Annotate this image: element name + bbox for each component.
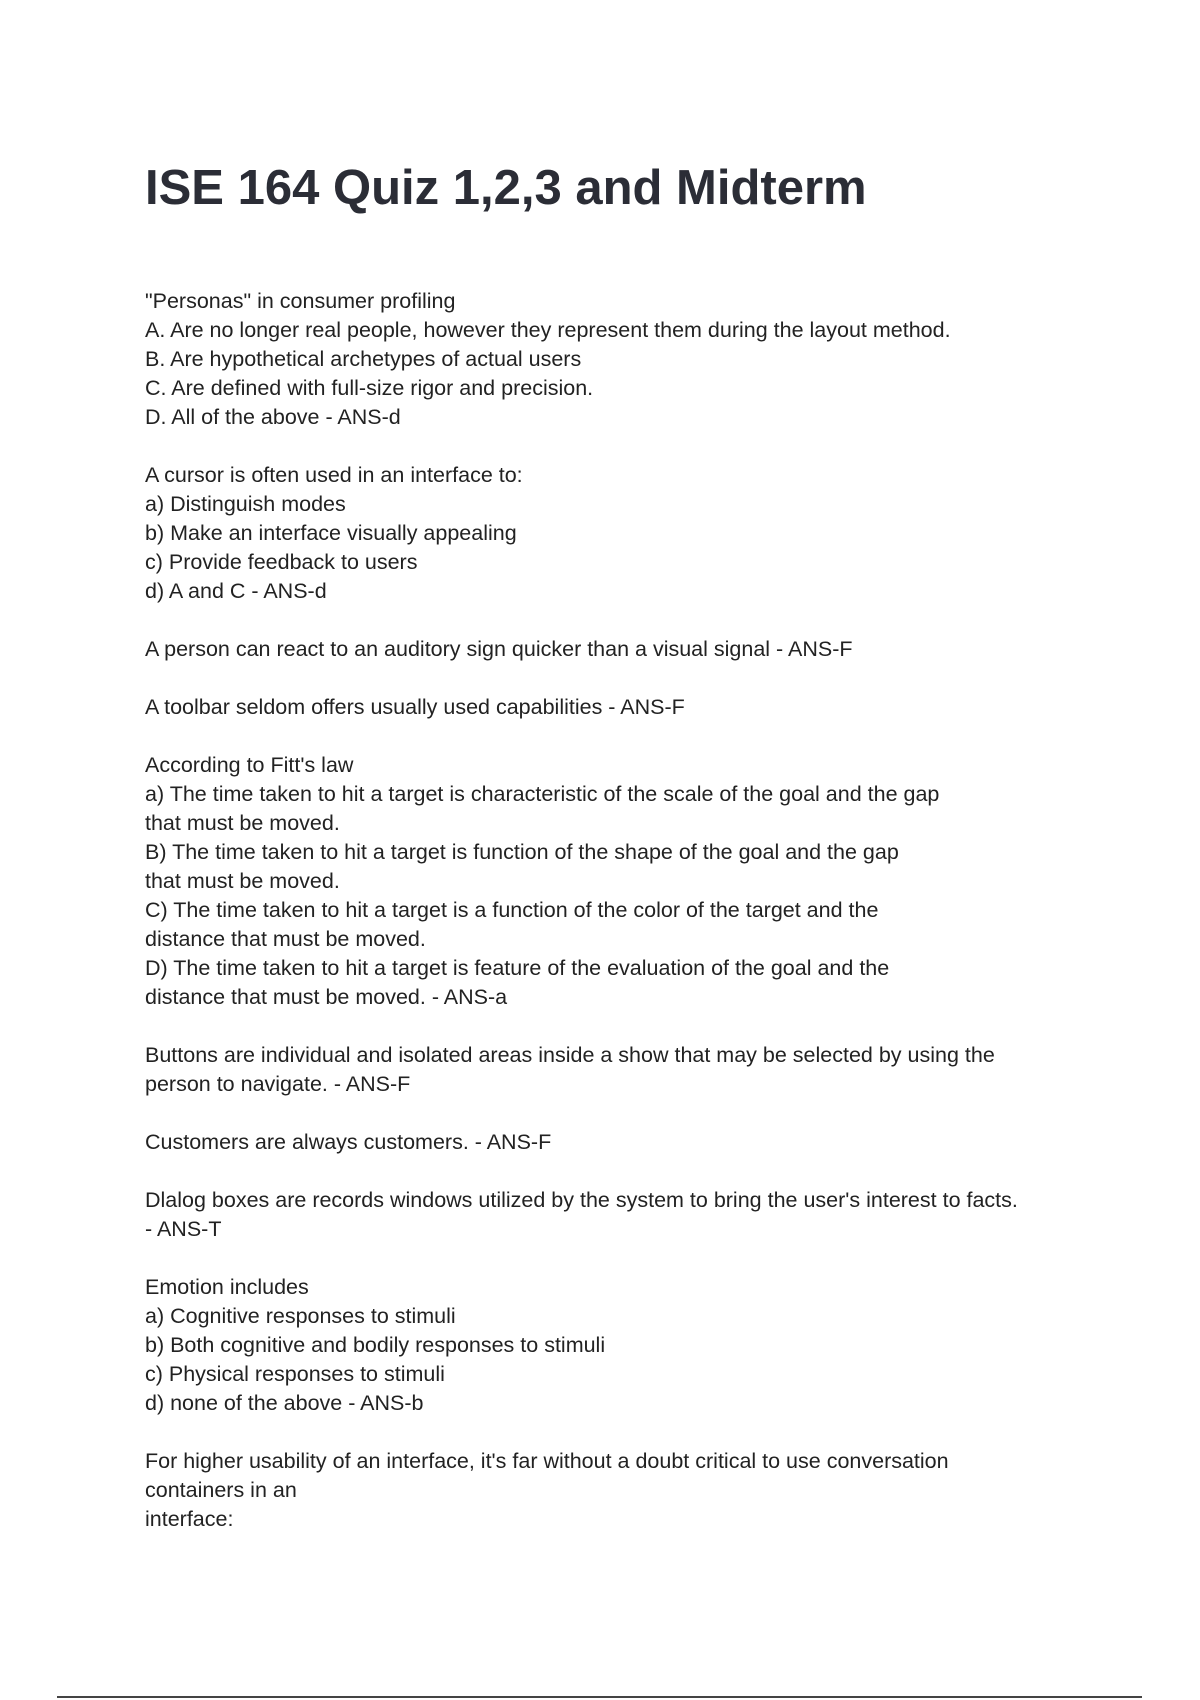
answer-option: that must be moved. xyxy=(145,811,340,835)
question-text: Customers are always customers. - ANS-F xyxy=(145,1130,552,1154)
answer-option: d) A and C - ANS-d xyxy=(145,579,327,603)
question-buttons xyxy=(145,1041,1085,1099)
question-text: Emotion includes xyxy=(145,1275,309,1299)
answer-option: b) Make an interface visually appealing xyxy=(145,521,517,545)
question-dialog-boxes xyxy=(145,1186,1085,1244)
question-toolbar xyxy=(145,693,1085,722)
question-text: person to navigate. - ANS-F xyxy=(145,1072,411,1096)
answer-option: distance that must be moved. xyxy=(145,927,426,951)
question-emotion xyxy=(145,1273,1085,1418)
page-bottom-rule xyxy=(57,1696,1142,1698)
document-body xyxy=(145,287,1085,1563)
answer-option: C) The time taken to hit a target is a function of the color of the target and the xyxy=(145,898,879,922)
answer-option: b) Both cognitive and bodily responses to stimuli xyxy=(145,1333,606,1357)
answer-option: B) The time taken to hit a target is function of the shape of the goal and the gap xyxy=(145,840,899,864)
question-text: Buttons are individual and isolated areas inside a show that may be selected by using the xyxy=(145,1043,995,1067)
question-text: containers in an xyxy=(145,1478,297,1502)
question-text: A cursor is often used in an interface to: xyxy=(145,463,523,487)
question-text: According to Fitt's law xyxy=(145,753,354,777)
answer-option: a) The time taken to hit a target is characteristic of the scale of the goal and the gap xyxy=(145,782,940,806)
question-text: interface: xyxy=(145,1507,234,1531)
answer-option: D. All of the above - ANS-d xyxy=(145,405,401,429)
question-text: A toolbar seldom offers usually used capabilities - ANS-F xyxy=(145,695,685,719)
answer-option: D) The time taken to hit a target is feature of the evaluation of the goal and the xyxy=(145,956,890,980)
question-text: - ANS-T xyxy=(145,1217,222,1241)
answer-option: d) none of the above - ANS-b xyxy=(145,1391,424,1415)
answer-option: c) Physical responses to stimuli xyxy=(145,1362,445,1386)
question-text: A person can react to an auditory sign quicker than a visual signal - ANS-F xyxy=(145,637,853,661)
answer-option: a) Distinguish modes xyxy=(145,492,346,516)
question-usability xyxy=(145,1447,1085,1534)
question-cursor xyxy=(145,461,1085,606)
answer-option: distance that must be moved. - ANS-a xyxy=(145,985,508,1009)
page-title: ISE 164 Quiz 1,2,3 and Midterm xyxy=(145,161,867,215)
answer-option: A. Are no longer real people, however they represent them during the layout method. xyxy=(145,318,951,342)
question-personas xyxy=(145,287,1085,432)
question-text: For higher usability of an interface, it's far without a doubt critical to use conversation xyxy=(145,1449,949,1473)
question-auditory-signal xyxy=(145,635,1085,664)
answer-option: B. Are hypothetical archetypes of actual users xyxy=(145,347,582,371)
answer-option: c) Provide feedback to users xyxy=(145,550,418,574)
answer-option: C. Are defined with full-size rigor and precision. xyxy=(145,376,594,400)
answer-option: a) Cognitive responses to stimuli xyxy=(145,1304,456,1328)
answer-option: that must be moved. xyxy=(145,869,340,893)
question-text: Dlalog boxes are records windows utilized by the system to bring the user's interest to facts. xyxy=(145,1188,1018,1212)
question-customers xyxy=(145,1128,1085,1157)
question-text: "Personas" in consumer profiling xyxy=(145,289,456,313)
question-fitts-law xyxy=(145,751,1085,1012)
